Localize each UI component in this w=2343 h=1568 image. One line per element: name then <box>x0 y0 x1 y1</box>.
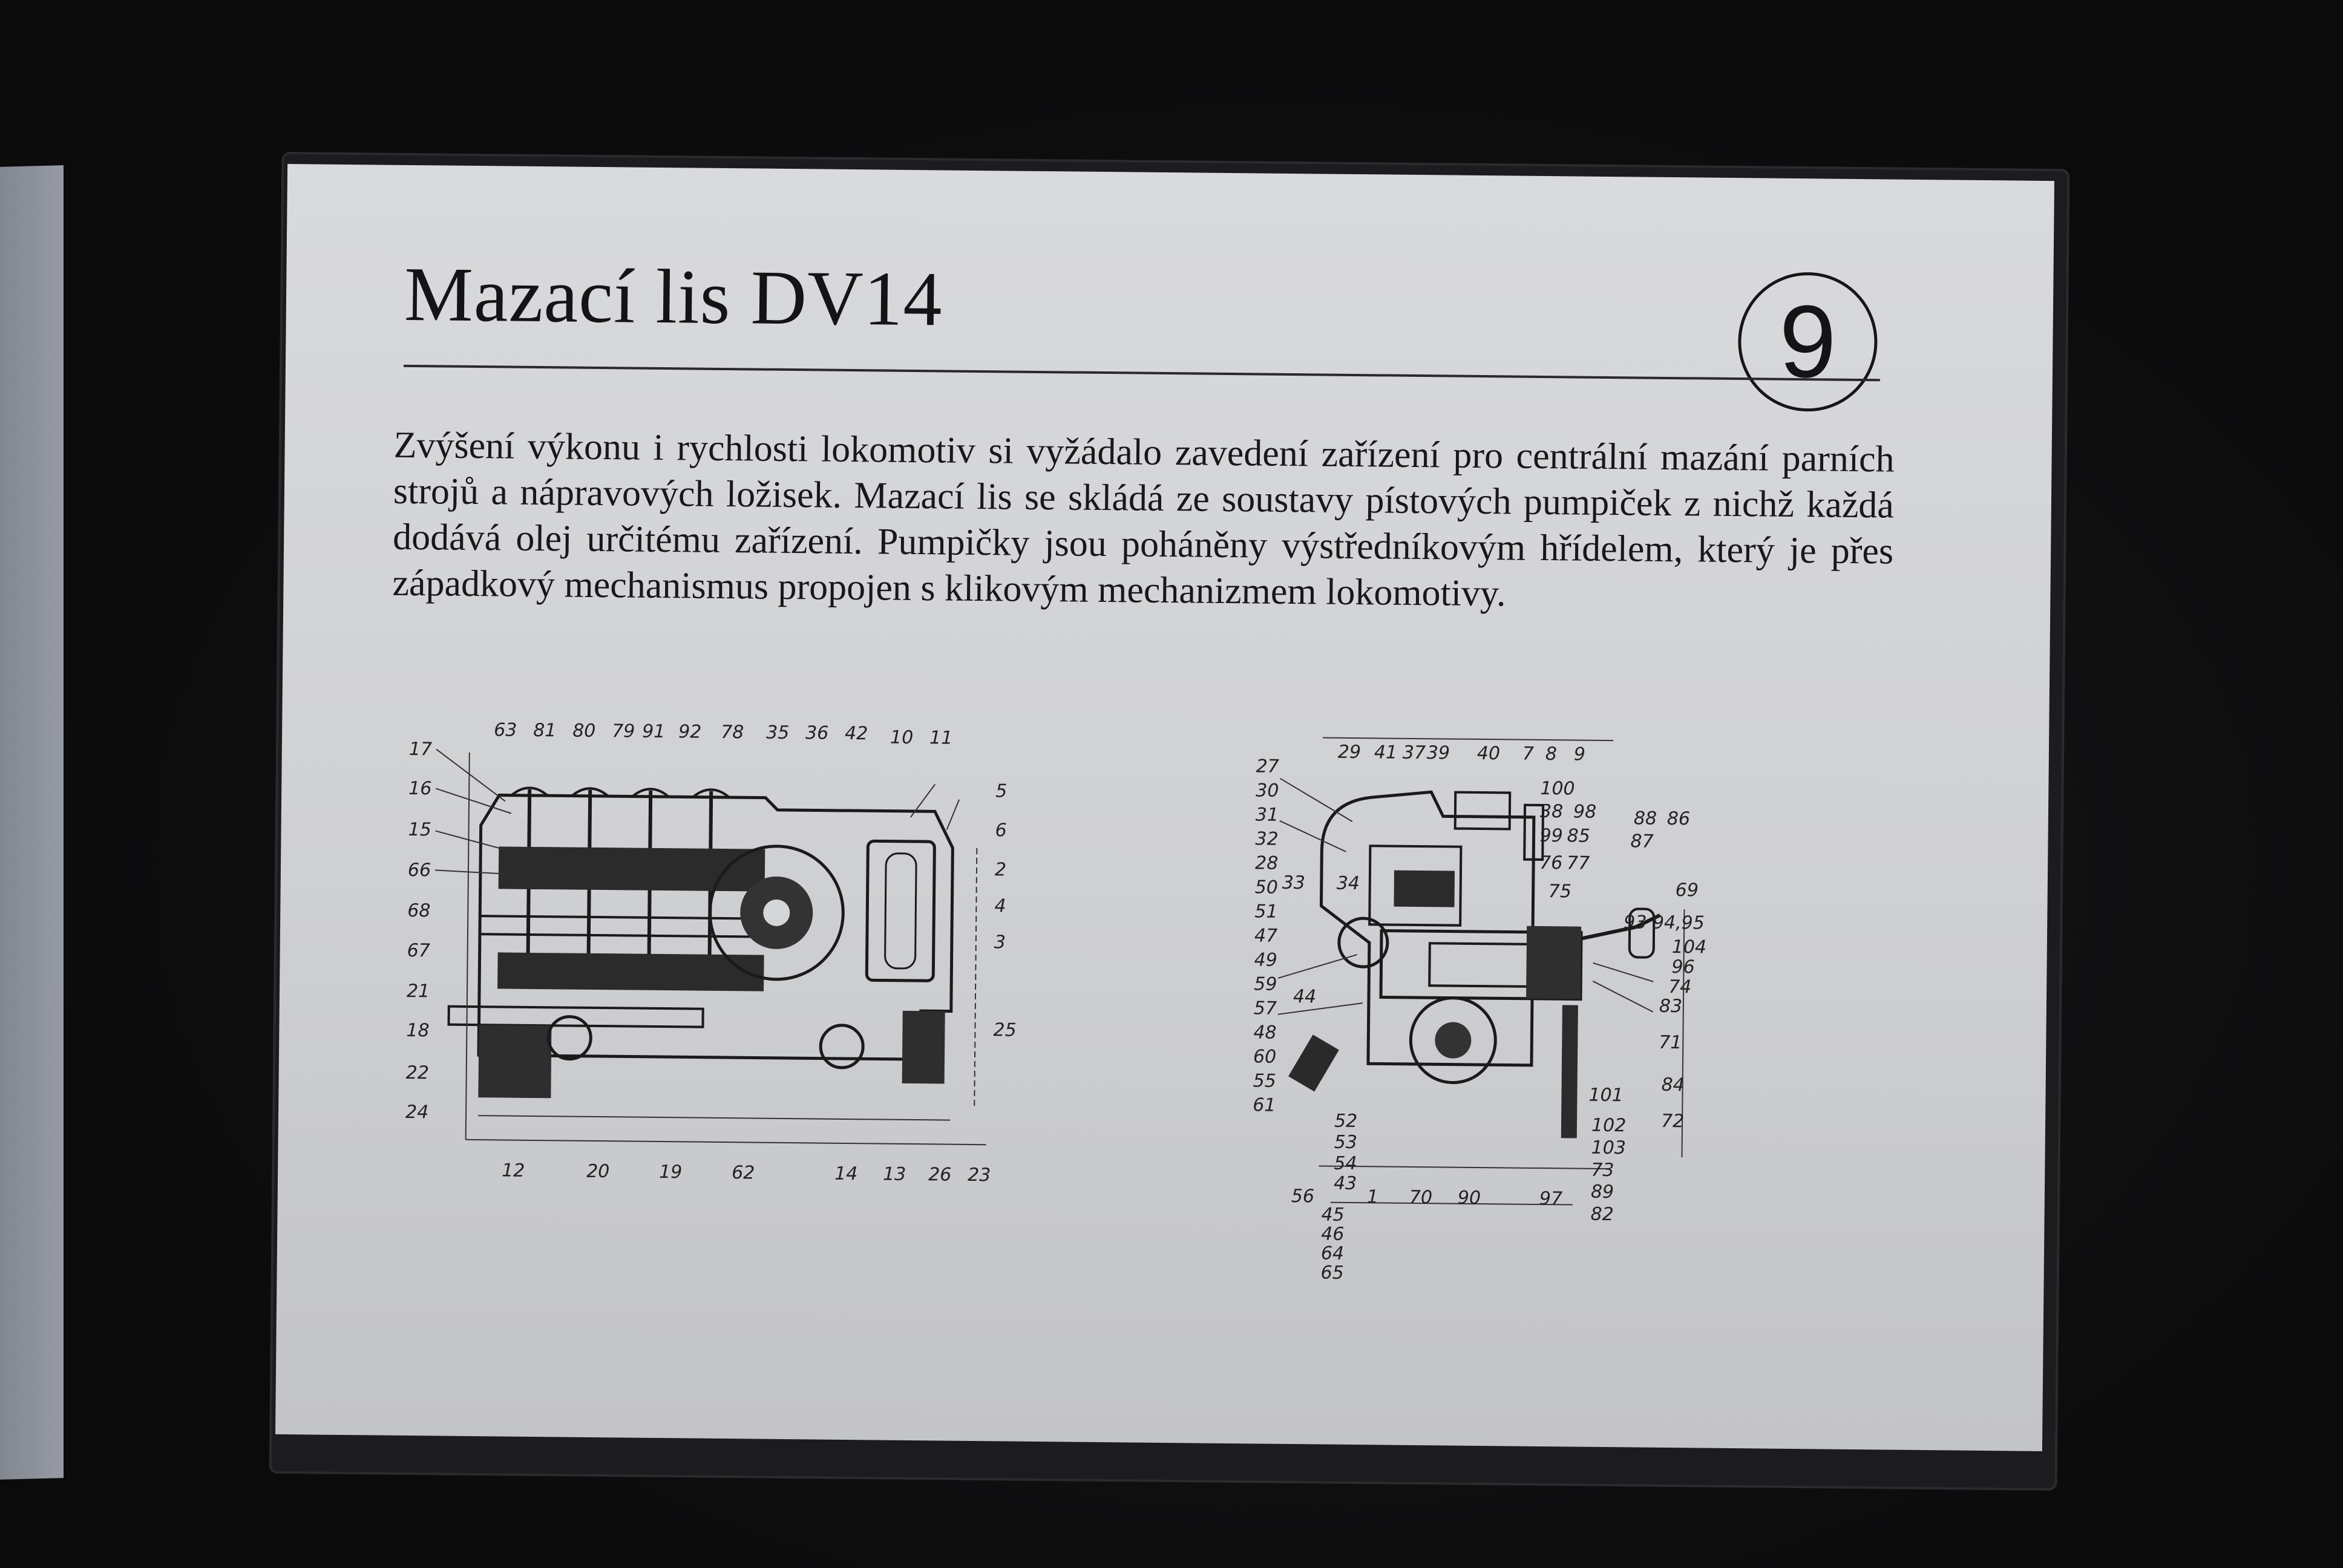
callout-label: 36 <box>805 722 829 744</box>
callout-label: 35 <box>765 722 790 744</box>
side-view-right-labels <box>993 780 1018 1040</box>
side-view-drawing <box>433 749 990 1145</box>
callout-label: 47 <box>1254 925 1278 947</box>
callout-label: 33 <box>1282 872 1306 894</box>
callout-label: 53 <box>1334 1131 1358 1154</box>
callout-label: 44 <box>1293 986 1317 1008</box>
callout-label: 23 <box>967 1164 991 1186</box>
callout-label: 63 <box>494 719 517 741</box>
callout-label: 68 <box>407 900 431 922</box>
callout-label: 85 <box>1567 825 1590 847</box>
callout-label: 38 <box>1539 800 1564 823</box>
callout-label: 67 <box>407 939 431 962</box>
callout-label: 75 <box>1548 881 1572 903</box>
callout-label: 76 <box>1539 852 1563 874</box>
callout-label: 25 <box>993 1019 1017 1041</box>
callout-label: 29 <box>1337 741 1362 763</box>
callout-label: 92 <box>678 721 702 743</box>
description-text: Zvýšení výkonu i rychlosti lokomotiv si vyžádalo zavedení zařízení pro centrální mazání parních strojů a nápravových ložisek. Mazací lis se skládá ze soustavy pístových pumpiček z nichž každá dodává olej určitému zařízení. Pumpičky jsou poháněny výstředníkovým hřídelem, který je přes západkový mechanismus propojen s klikovým mechanizmem lokomotivy. <box>392 424 1895 615</box>
callout-label: 84 <box>1661 1074 1685 1096</box>
exhibit-number: 9 <box>1778 284 1837 400</box>
callout-label: 34 <box>1336 872 1360 895</box>
callout-label: 65 <box>1320 1262 1344 1284</box>
callout-label: 74 <box>1668 976 1692 998</box>
callout-label: 77 <box>1566 852 1590 874</box>
callout-label: 93 94,95 <box>1624 912 1705 934</box>
callout-label: 91 <box>641 720 666 743</box>
callout-label: 73 <box>1591 1159 1614 1181</box>
callout-label: 1 <box>1366 1186 1379 1208</box>
callout-label: 8 <box>1545 743 1558 765</box>
title-divider <box>404 365 1880 381</box>
technical-drawings <box>385 716 1892 1311</box>
callout-label: 30 <box>1256 780 1279 802</box>
callout-label: 7 <box>1522 743 1535 765</box>
callout-label: 42 <box>844 722 868 745</box>
callout-label: 69 <box>1675 880 1699 901</box>
callout-label: 104 <box>1671 936 1707 958</box>
callout-label: 64 <box>1320 1243 1345 1264</box>
callout-label: 45 <box>1321 1204 1345 1226</box>
callout-label: 70 <box>1409 1186 1433 1209</box>
callout-label: 102 <box>1591 1114 1627 1137</box>
callout-label: 2 <box>994 859 1007 881</box>
callout-label: 11 <box>929 727 953 749</box>
callout-label: 60 <box>1253 1046 1277 1068</box>
callout-label: 41 <box>1374 742 1398 763</box>
section-view-right-labels <box>1587 912 1706 1226</box>
callout-label: 83 <box>1659 995 1683 1018</box>
callout-label: 10 <box>890 727 914 749</box>
callout-label: 20 <box>586 1160 610 1183</box>
callout-label: 31 <box>1255 804 1279 826</box>
callout-label: 13 <box>882 1163 906 1185</box>
adjacent-placard-edge <box>0 165 64 1480</box>
callout-label: 79 <box>612 720 635 742</box>
callout-label: 82 <box>1590 1203 1614 1226</box>
section-view-inner-labels <box>1281 776 1700 1011</box>
callout-label: 80 <box>572 720 596 742</box>
callout-label: 18 <box>406 1019 430 1042</box>
side-view-top-labels <box>494 719 953 748</box>
callout-label: 50 <box>1254 877 1279 898</box>
lubricator-drawings-svg <box>385 716 1892 1311</box>
callout-label: 61 <box>1253 1094 1276 1116</box>
callout-label: 78 <box>720 721 744 743</box>
callout-label: 98 <box>1573 801 1597 823</box>
callout-label: 32 <box>1255 828 1279 850</box>
information-placard <box>275 164 2054 1451</box>
placard-title: Mazací lis DV14 <box>404 250 943 342</box>
callout-label: 96 <box>1671 956 1695 978</box>
callout-label: 62 <box>732 1162 755 1184</box>
exhibit-number-badge <box>1737 272 1878 412</box>
callout-label: 28 <box>1254 852 1279 874</box>
callout-label: 27 <box>1256 756 1280 777</box>
callout-label: 9 <box>1573 743 1586 765</box>
callout-label: 59 <box>1254 973 1277 995</box>
callout-label: 71 <box>1659 1031 1682 1054</box>
side-view-left-labels <box>405 739 432 1123</box>
section-view-top-labels <box>1338 742 1585 765</box>
callout-label: 37 <box>1402 742 1426 764</box>
callout-label: 14 <box>834 1163 858 1185</box>
callout-label: 5 <box>995 780 1008 802</box>
callout-label: 6 <box>995 820 1007 841</box>
callout-label: 101 <box>1588 1084 1624 1106</box>
callout-label: 88 <box>1633 808 1657 829</box>
section-view-left-labels <box>1253 756 1279 1116</box>
callout-label: 21 <box>406 980 430 1002</box>
callout-label: 66 <box>407 859 431 881</box>
callout-label: 43 <box>1333 1172 1357 1195</box>
callout-label: 97 <box>1539 1187 1563 1210</box>
callout-label: 86 <box>1666 808 1691 830</box>
callout-label: 52 <box>1334 1110 1358 1132</box>
callout-label: 87 <box>1630 831 1654 852</box>
callout-label: 26 <box>928 1164 952 1186</box>
callout-label: 17 <box>408 739 433 760</box>
callout-label: 46 <box>1321 1223 1345 1245</box>
callout-label: 90 <box>1457 1187 1481 1209</box>
callout-label: 48 <box>1253 1022 1277 1044</box>
callout-label: 54 <box>1334 1152 1357 1175</box>
callout-label: 57 <box>1253 998 1277 1019</box>
callout-label: 103 <box>1591 1137 1627 1159</box>
callout-label: 16 <box>408 778 432 800</box>
callout-label: 39 <box>1426 742 1450 764</box>
callout-label: 15 <box>408 818 431 841</box>
callout-label: 56 <box>1291 1186 1315 1207</box>
callout-label: 22 <box>405 1062 430 1084</box>
section-view-bottom-labels <box>1290 1110 1563 1285</box>
callout-label: 24 <box>405 1101 429 1123</box>
side-view-bottom-labels <box>502 1160 991 1186</box>
callout-label: 40 <box>1476 742 1501 765</box>
callout-label: 99 <box>1539 825 1563 847</box>
callout-label: 49 <box>1254 949 1277 971</box>
callout-label: 72 <box>1660 1110 1685 1132</box>
callout-label: 19 <box>659 1161 683 1183</box>
callout-label: 55 <box>1253 1070 1277 1092</box>
callout-label: 12 <box>502 1160 525 1181</box>
callout-label: 89 <box>1590 1181 1614 1203</box>
callout-label: 81 <box>533 719 557 742</box>
callout-label: 51 <box>1254 901 1278 923</box>
callout-label: 3 <box>994 932 1006 953</box>
callout-label: 100 <box>1540 777 1575 800</box>
callout-label: 4 <box>994 895 1006 917</box>
